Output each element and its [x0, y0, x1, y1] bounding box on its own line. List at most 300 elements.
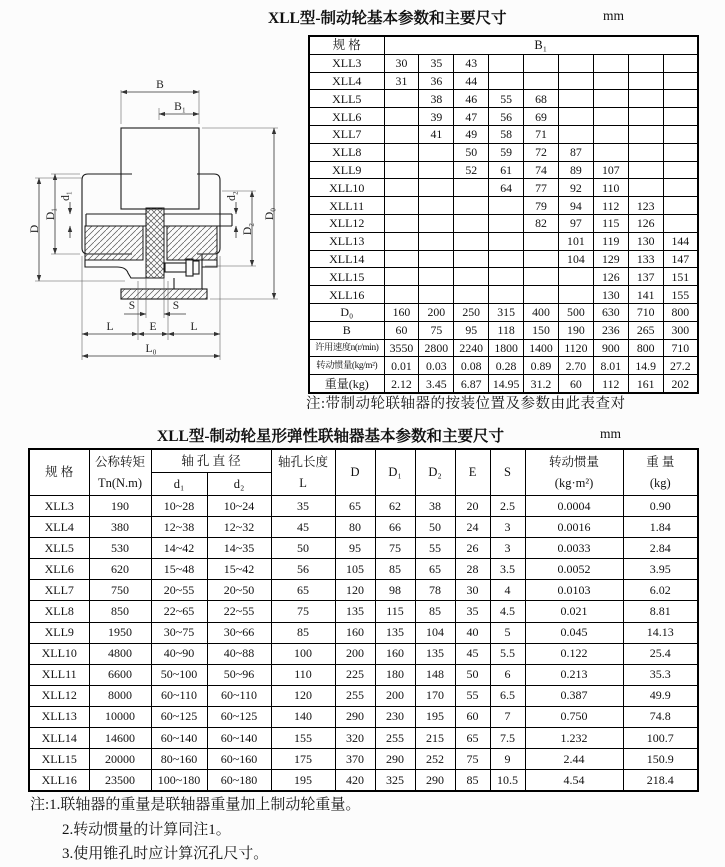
value-cell: 0.387 [525, 685, 623, 706]
value-cell: 85 [271, 622, 335, 643]
weight-header-line2: (kg) [649, 475, 671, 490]
value-cell: 2.84 [623, 538, 698, 559]
value-cell [489, 232, 524, 250]
value-cell: 85 [455, 770, 490, 792]
coupling-parameters-table [28, 448, 699, 792]
value-cell: 190 [558, 321, 593, 339]
value-cell [384, 197, 419, 215]
value-cell: 87 [558, 143, 593, 161]
value-cell: 98 [375, 580, 415, 601]
value-cell: 3 [490, 538, 525, 559]
value-cell: 215 [415, 728, 455, 749]
value-cell: 40~90 [151, 643, 207, 664]
value-cell: 50 [455, 664, 490, 685]
value-cell [628, 90, 663, 108]
D-header-cell: D [335, 449, 375, 496]
value-cell: 50 [415, 517, 455, 538]
value-cell: 0.0033 [525, 538, 623, 559]
value-cell: 147 [663, 250, 698, 268]
value-cell: 315 [489, 303, 524, 321]
value-cell: 79 [524, 197, 559, 215]
row-label-cell: 许用速度n(r/min) [309, 339, 384, 357]
value-cell: 118 [489, 321, 524, 339]
value-cell: 5 [490, 622, 525, 643]
value-cell: 71 [524, 125, 559, 143]
value-cell: 115 [593, 214, 628, 232]
value-cell: 7.5 [490, 728, 525, 749]
value-cell: 126 [593, 268, 628, 286]
value-cell: 120 [271, 685, 335, 706]
value-cell: 59 [489, 143, 524, 161]
dim-label-e: E [149, 321, 157, 333]
value-cell: 43 [454, 54, 489, 72]
value-cell [628, 125, 663, 143]
value-cell [454, 286, 489, 304]
value-cell [628, 108, 663, 126]
value-cell: 2.5 [490, 496, 525, 517]
bore-diameter-header-cell: 轴 孔 直 径 [151, 449, 271, 473]
value-cell: 105 [335, 559, 375, 580]
table-row [309, 250, 698, 268]
value-cell: 750 [89, 580, 151, 601]
value-cell: 60 [384, 321, 419, 339]
value-cell: 155 [663, 286, 698, 304]
row-label-cell: XLL5 [309, 90, 384, 108]
value-cell: 47 [454, 108, 489, 126]
row-label-cell: B [309, 321, 384, 339]
table-row [309, 72, 698, 90]
row-label-cell: XLL12 [29, 685, 89, 706]
value-cell: 8.81 [623, 601, 698, 622]
value-cell: 50~96 [207, 664, 271, 685]
value-cell: 60~180 [207, 770, 271, 792]
table-row [29, 601, 698, 622]
row-label-cell: XLL6 [29, 559, 89, 580]
value-cell [524, 232, 559, 250]
value-cell: 97 [558, 214, 593, 232]
value-cell: 26 [455, 538, 490, 559]
value-cell: 14.95 [489, 375, 524, 393]
weight-header-cell [623, 449, 698, 496]
table-row [309, 108, 698, 126]
value-cell [558, 268, 593, 286]
table-row [29, 706, 698, 727]
value-cell: 25.4 [623, 643, 698, 664]
value-cell: 14.13 [623, 622, 698, 643]
table-row [309, 357, 698, 375]
value-cell: 265 [628, 321, 663, 339]
value-cell [384, 268, 419, 286]
dim-label-D2: D₂ [242, 222, 254, 236]
table-row [29, 749, 698, 770]
value-cell: 75 [375, 538, 415, 559]
value-cell: 30~75 [151, 622, 207, 643]
value-cell [524, 54, 559, 72]
value-cell: 50~100 [151, 664, 207, 685]
value-cell: 38 [419, 90, 454, 108]
D1-header-cell: D₁ [375, 449, 415, 496]
table-row [29, 517, 698, 538]
value-cell: 52 [454, 161, 489, 179]
value-cell: 95 [454, 321, 489, 339]
value-cell [454, 197, 489, 215]
value-cell [628, 161, 663, 179]
value-cell: 20~50 [207, 580, 271, 601]
value-cell: 65 [455, 728, 490, 749]
value-cell [419, 286, 454, 304]
torque-header-cell [89, 449, 151, 496]
value-cell: 3.95 [623, 559, 698, 580]
row-label-cell: XLL10 [309, 179, 384, 197]
table-row [309, 197, 698, 215]
value-cell [524, 268, 559, 286]
value-cell: 0.750 [525, 706, 623, 727]
dim-label-l0: L₀ [145, 343, 157, 355]
table-row [29, 622, 698, 643]
value-cell: 12~32 [207, 517, 271, 538]
value-cell [419, 161, 454, 179]
value-cell: 135 [415, 643, 455, 664]
value-cell: 60~110 [207, 685, 271, 706]
value-cell: 38 [415, 496, 455, 517]
value-cell: 50 [454, 143, 489, 161]
section-hatching [85, 208, 217, 299]
value-cell [489, 250, 524, 268]
row-label-cell: XLL12 [309, 214, 384, 232]
value-cell [628, 72, 663, 90]
row-label-cell: XLL8 [309, 143, 384, 161]
value-cell: 49 [454, 125, 489, 143]
value-cell: 8000 [89, 685, 151, 706]
value-cell: 151 [663, 268, 698, 286]
value-cell: 20~55 [151, 580, 207, 601]
value-cell: 123 [628, 197, 663, 215]
value-cell: 61 [489, 161, 524, 179]
value-cell: 35 [271, 496, 335, 517]
value-cell: 94 [558, 197, 593, 215]
value-cell [558, 125, 593, 143]
inertia-header-line1: 转动惯量 [549, 454, 600, 469]
note-line: 2.转动惯量的计算同注1。 [62, 821, 231, 838]
row-label-cell: XLL9 [309, 161, 384, 179]
value-cell [489, 54, 524, 72]
value-cell [489, 214, 524, 232]
dim-label-d1: d₁ [60, 191, 72, 201]
value-cell: 160 [375, 643, 415, 664]
value-cell [384, 286, 419, 304]
table-row [309, 54, 698, 72]
value-cell [489, 72, 524, 90]
value-cell [663, 125, 698, 143]
value-cell: 72 [524, 143, 559, 161]
value-cell: 104 [415, 622, 455, 643]
d1-header-cell: d₁ [151, 473, 207, 496]
value-cell: 175 [271, 749, 335, 770]
value-cell: 45 [271, 517, 335, 538]
value-cell: 60~110 [151, 685, 207, 706]
value-cell: 80~160 [151, 749, 207, 770]
value-cell: 4.5 [490, 601, 525, 622]
value-cell: 190 [89, 496, 151, 517]
value-cell: 24 [455, 517, 490, 538]
value-cell: 500 [558, 303, 593, 321]
value-cell: 22~55 [207, 601, 271, 622]
value-cell: 65 [415, 559, 455, 580]
value-cell: 370 [335, 749, 375, 770]
value-cell: 104 [558, 250, 593, 268]
row-label-cell: XLL3 [309, 54, 384, 72]
table2-title: XLL型-制动轮星形弹性联轴器基本参数和主要尺寸 [157, 428, 505, 445]
value-cell: 400 [524, 303, 559, 321]
value-cell: 44 [454, 72, 489, 90]
row-label-cell: XLL14 [29, 728, 89, 749]
value-cell: 160 [335, 622, 375, 643]
value-cell: 0.0016 [525, 517, 623, 538]
dim-label-b: B [156, 79, 164, 91]
value-cell: 45 [455, 643, 490, 664]
value-cell: 69 [524, 108, 559, 126]
row-label-cell: XLL5 [29, 538, 89, 559]
value-cell: 50 [271, 538, 335, 559]
value-cell [489, 268, 524, 286]
value-cell: 35 [419, 54, 454, 72]
value-cell: 850 [89, 601, 151, 622]
value-cell [558, 108, 593, 126]
value-cell [384, 214, 419, 232]
row-label-cell: XLL16 [309, 286, 384, 304]
value-cell: 150.9 [623, 749, 698, 770]
value-cell: 0.90 [623, 496, 698, 517]
value-cell [454, 232, 489, 250]
value-cell: 110 [271, 664, 335, 685]
value-cell: 8.01 [593, 357, 628, 375]
value-cell [628, 54, 663, 72]
value-cell: 60 [558, 375, 593, 393]
value-cell: 60 [455, 706, 490, 727]
row-label-cell: XLL15 [29, 749, 89, 770]
value-cell: 255 [375, 728, 415, 749]
D2-header-cell: D₂ [415, 449, 455, 496]
value-cell: 46 [454, 90, 489, 108]
value-cell: 110 [593, 179, 628, 197]
b1-header-cell: B₁ [384, 36, 698, 54]
value-cell [489, 197, 524, 215]
row-label-cell: XLL11 [309, 197, 384, 215]
weight-header-line1: 重 量 [646, 454, 675, 469]
dim-label-b1: B₁ [174, 101, 186, 113]
value-cell: 30~66 [207, 622, 271, 643]
value-cell [384, 108, 419, 126]
row-label-cell: XLL11 [29, 664, 89, 685]
value-cell: 0.89 [524, 357, 559, 375]
value-cell: 60~125 [207, 706, 271, 727]
value-cell: 160 [384, 303, 419, 321]
spec-header-cell: 规 格 [29, 449, 89, 496]
brake-wheel-parameters-table [308, 35, 699, 394]
value-cell [384, 143, 419, 161]
table-row [309, 179, 698, 197]
table-row [309, 143, 698, 161]
value-cell: 115 [375, 601, 415, 622]
value-cell: 630 [593, 303, 628, 321]
value-cell: 6.87 [454, 375, 489, 393]
value-cell [384, 90, 419, 108]
row-label-cell: 重量(kg) [309, 375, 384, 393]
value-cell: 3.5 [490, 559, 525, 580]
value-cell [663, 54, 698, 72]
value-cell: 4.54 [525, 770, 623, 792]
value-cell [419, 232, 454, 250]
table-row [29, 728, 698, 749]
value-cell: 0.045 [525, 622, 623, 643]
value-cell: 112 [593, 197, 628, 215]
value-cell: 100 [271, 643, 335, 664]
table-row [29, 538, 698, 559]
value-cell: 2800 [419, 339, 454, 357]
table-row [309, 90, 698, 108]
value-cell: 325 [375, 770, 415, 792]
value-cell: 530 [89, 538, 151, 559]
value-cell: 95 [335, 538, 375, 559]
value-cell: 20000 [89, 749, 151, 770]
value-cell: 56 [271, 559, 335, 580]
table-row [309, 375, 698, 393]
value-cell: 12~38 [151, 517, 207, 538]
value-cell [524, 72, 559, 90]
value-cell: 1120 [558, 339, 593, 357]
value-cell: 225 [335, 664, 375, 685]
value-cell: 36 [419, 72, 454, 90]
value-cell: 4 [490, 580, 525, 601]
row-label-cell: XLL9 [29, 622, 89, 643]
row-label-cell: D₀ [309, 303, 384, 321]
table-row [309, 339, 698, 357]
value-cell: 9 [490, 749, 525, 770]
row-label-cell: XLL3 [29, 496, 89, 517]
value-cell [628, 143, 663, 161]
row-label-cell: XLL13 [29, 706, 89, 727]
value-cell: 75 [455, 749, 490, 770]
value-cell: 65 [335, 496, 375, 517]
value-cell: 0.01 [384, 357, 419, 375]
bore-length-header-cell [271, 449, 335, 496]
value-cell: 2.44 [525, 749, 623, 770]
value-cell: 30 [455, 580, 490, 601]
value-cell: 148 [415, 664, 455, 685]
value-cell: 85 [375, 559, 415, 580]
value-cell: 60~140 [151, 728, 207, 749]
value-cell: 202 [663, 375, 698, 393]
value-cell: 150 [524, 321, 559, 339]
value-cell: 77 [524, 179, 559, 197]
table-row [309, 286, 698, 304]
table-row [309, 125, 698, 143]
value-cell [593, 143, 628, 161]
S-header-cell: S [490, 449, 525, 496]
d2-header-cell: d₂ [207, 473, 271, 496]
value-cell: 27.2 [663, 357, 698, 375]
value-cell: 10.5 [490, 770, 525, 792]
value-cell: 0.0103 [525, 580, 623, 601]
value-cell: 14~42 [151, 538, 207, 559]
dim-label-l-left: L [106, 321, 114, 333]
value-cell: 4800 [89, 643, 151, 664]
coupling-section-diagram [22, 56, 308, 402]
value-cell: 107 [593, 161, 628, 179]
row-label-cell: XLL7 [29, 580, 89, 601]
table-row [309, 321, 698, 339]
value-cell: 255 [335, 685, 375, 706]
value-cell: 420 [335, 770, 375, 792]
value-cell: 710 [663, 339, 698, 357]
value-cell: 6.02 [623, 580, 698, 601]
value-cell: 31 [384, 72, 419, 90]
value-cell: 2.12 [384, 375, 419, 393]
value-cell [454, 268, 489, 286]
table2-unit-label: mm [600, 426, 622, 441]
value-cell [558, 90, 593, 108]
value-cell [593, 108, 628, 126]
value-cell: 85 [415, 601, 455, 622]
dim-label-d2: d₂ [226, 191, 238, 201]
bore-length-header-line2: L [299, 475, 307, 490]
value-cell: 6600 [89, 664, 151, 685]
value-cell: 200 [419, 303, 454, 321]
value-cell: 230 [375, 706, 415, 727]
table-row [29, 559, 698, 580]
value-cell: 23500 [89, 770, 151, 792]
value-cell: 290 [415, 770, 455, 792]
table-header-row [309, 36, 698, 54]
value-cell: 290 [375, 749, 415, 770]
value-cell: 126 [628, 214, 663, 232]
row-label-cell: XLL13 [309, 232, 384, 250]
table-row [29, 770, 698, 792]
value-cell: 252 [415, 749, 455, 770]
value-cell: 135 [335, 601, 375, 622]
table-row [29, 580, 698, 601]
value-cell: 200 [375, 685, 415, 706]
value-cell: 49.9 [623, 685, 698, 706]
value-cell: 80 [335, 517, 375, 538]
value-cell: 6.5 [490, 685, 525, 706]
value-cell: 155 [271, 728, 335, 749]
value-cell: 0.213 [525, 664, 623, 685]
table1-unit-label: mm [603, 8, 625, 23]
value-cell: 10~28 [151, 496, 207, 517]
value-cell: 92 [558, 179, 593, 197]
value-cell [663, 179, 698, 197]
value-cell: 6 [490, 664, 525, 685]
table-row [309, 303, 698, 321]
value-cell: 250 [454, 303, 489, 321]
value-cell [663, 90, 698, 108]
value-cell: 65 [271, 580, 335, 601]
value-cell: 0.03 [419, 357, 454, 375]
value-cell: 0.122 [525, 643, 623, 664]
value-cell: 2240 [454, 339, 489, 357]
value-cell [558, 54, 593, 72]
value-cell: 78 [415, 580, 455, 601]
value-cell: 800 [628, 339, 663, 357]
value-cell: 58 [489, 125, 524, 143]
value-cell: 3.45 [419, 375, 454, 393]
value-cell [593, 90, 628, 108]
value-cell: 133 [628, 250, 663, 268]
value-cell [419, 250, 454, 268]
value-cell: 144 [663, 232, 698, 250]
value-cell: 129 [593, 250, 628, 268]
